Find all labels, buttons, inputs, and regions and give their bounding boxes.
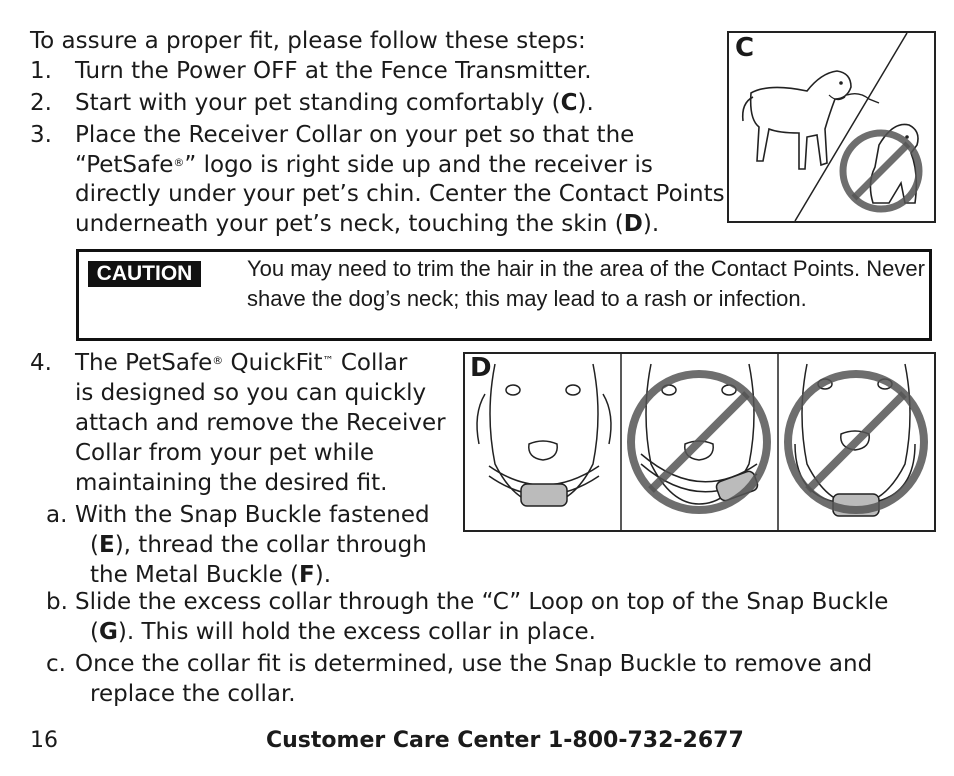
substep-c-line-1: Once the collar fit is determined, use the Snap Buckle to remove and — [75, 651, 873, 677]
caution-box — [76, 249, 932, 341]
dog-standing-illustration — [729, 33, 934, 221]
step-4-line-3: attach and remove the Receiver — [75, 410, 446, 436]
step-number: 1. — [30, 58, 52, 84]
step-3-line-4: underneath your pet’s neck, touching the skin (D). — [75, 211, 660, 237]
intro-text: To assure a proper fit, please follow these steps: — [30, 28, 586, 54]
figure-d — [463, 352, 936, 532]
footer-customer-care: Customer Care Center 1-800-732-2677 — [266, 728, 744, 753]
substep-letter: b. — [46, 589, 68, 615]
substep-a-line-2: (E), thread the collar through — [90, 532, 427, 558]
step-4-line-4: Collar from your pet while — [75, 440, 375, 466]
substep-a-line-1: With the Snap Buckle fastened — [75, 502, 430, 528]
step-number: 4. — [30, 350, 52, 376]
substep-b-line-1: Slide the excess collar through the “C” Loop on top of the Snap Buckle — [75, 589, 889, 615]
step-3-line-3: directly under your pet’s chin. Center the Contact Points — [75, 181, 725, 207]
step-4-line-1: The PetSafe® QuickFit™ Collar — [75, 350, 408, 376]
substep-b-line-2: (G). This will hold the excess collar in place. — [90, 619, 596, 645]
caution-text: You may need to trim the hair in the area of the Contact Points. Never shave the dog’s neck; this may lead to a rash or infection. — [247, 256, 925, 311]
caution-label: CAUTION — [88, 261, 201, 287]
step-number: 2. — [30, 90, 52, 116]
step-2-text: Start with your pet standing comfortably (C). — [75, 90, 594, 116]
step-1-text: Turn the Power OFF at the Fence Transmitter. — [75, 58, 592, 84]
step-number: 3. — [30, 122, 52, 148]
dog-collar-fit-illustration — [465, 354, 934, 530]
figure-c — [727, 31, 936, 223]
substep-letter: c. — [46, 651, 66, 677]
step-4-line-5: maintaining the desired fit. — [75, 470, 388, 496]
page-number: 16 — [30, 728, 58, 753]
step-3-line-2: “PetSafe®” logo is right side up and the receiver is — [75, 152, 653, 178]
substep-a-line-3: the Metal Buckle (F). — [90, 562, 332, 588]
step-4-line-2: is designed so you can quickly — [75, 380, 427, 406]
substep-letter: a. — [46, 502, 68, 528]
figure-d-label: D — [470, 353, 492, 383]
substep-c-line-2: replace the collar. — [90, 681, 296, 707]
figure-c-label: C — [735, 33, 755, 63]
step-3-line-1: Place the Receiver Collar on your pet so that the — [75, 122, 635, 148]
